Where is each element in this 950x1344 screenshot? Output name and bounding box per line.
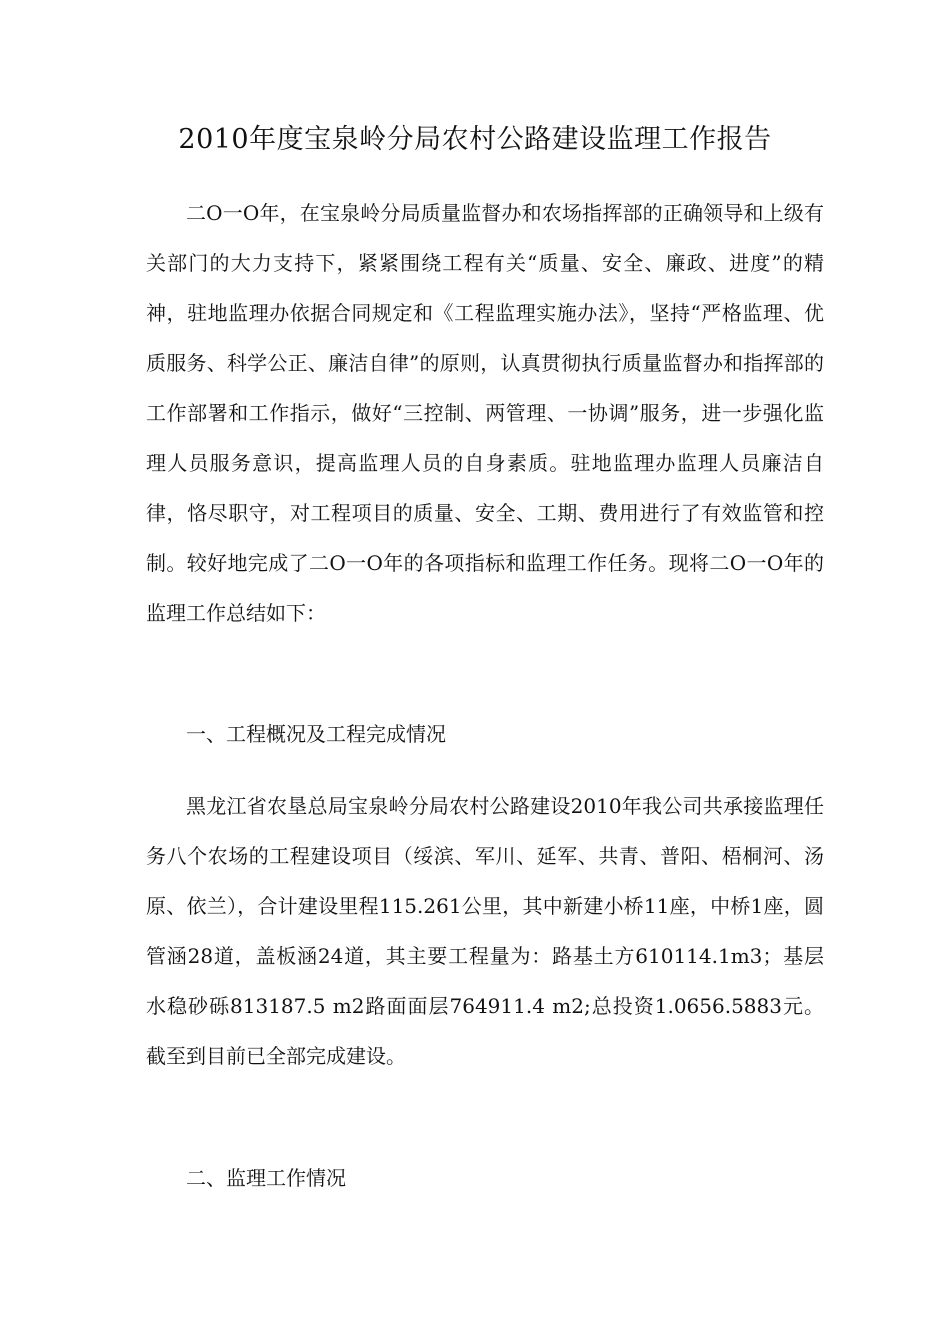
document-title: 2010年度宝泉岭分局农村公路建设监理工作报告 bbox=[178, 124, 772, 155]
section-1-heading: 一、工程概况及工程完成情况 bbox=[186, 722, 446, 746]
section-1-paragraph: 黑龙江省农垦总局宝泉岭分局农村公路建设2010年我公司共承接监理任务八个农场的工程建设项目（绥滨、军川、延军、共青、普阳、梧桐河、汤原、依兰），合计建设里程115.261公里，其中新建小桥11座，中桥1座，圆管涵28道，盖板涵24道，其主要工程量为：路基土方610114.1m3；基层水稳砂砾813187.5 m2路面面层764911.4 m2;总投资1.0656.5883元。截至到目前已全部完成建设。 bbox=[146, 794, 824, 1068]
section-2-heading: 二、监理工作情况 bbox=[186, 1166, 346, 1190]
intro-paragraph: 二O一O年，在宝泉岭分局质量监督办和农场指挥部的正确领导和上级有关部门的大力支持下，紧紧围绕工程有关“质量、安全、廉政、进度”的精神，驻地监理办依据合同规定和《工程监理实施办法》，坚持“严格监理、优质服务、科学公正、廉洁自律”的原则，认真贯彻执行质量监督办和指挥部的工作部署和工作指示，做好“三控制、两管理、一协调”服务，进一步强化监理人员服务意识，提高监理人员的自身素质。驻地监理办监理人员廉洁自律，恪尽职守，对工程项目的质量、安全、工期、费用进行了有效监管和控制。较好地完成了二O一O年的各项指标和监理工作任务。现将二O一O年的监理工作总结如下： bbox=[146, 201, 824, 625]
